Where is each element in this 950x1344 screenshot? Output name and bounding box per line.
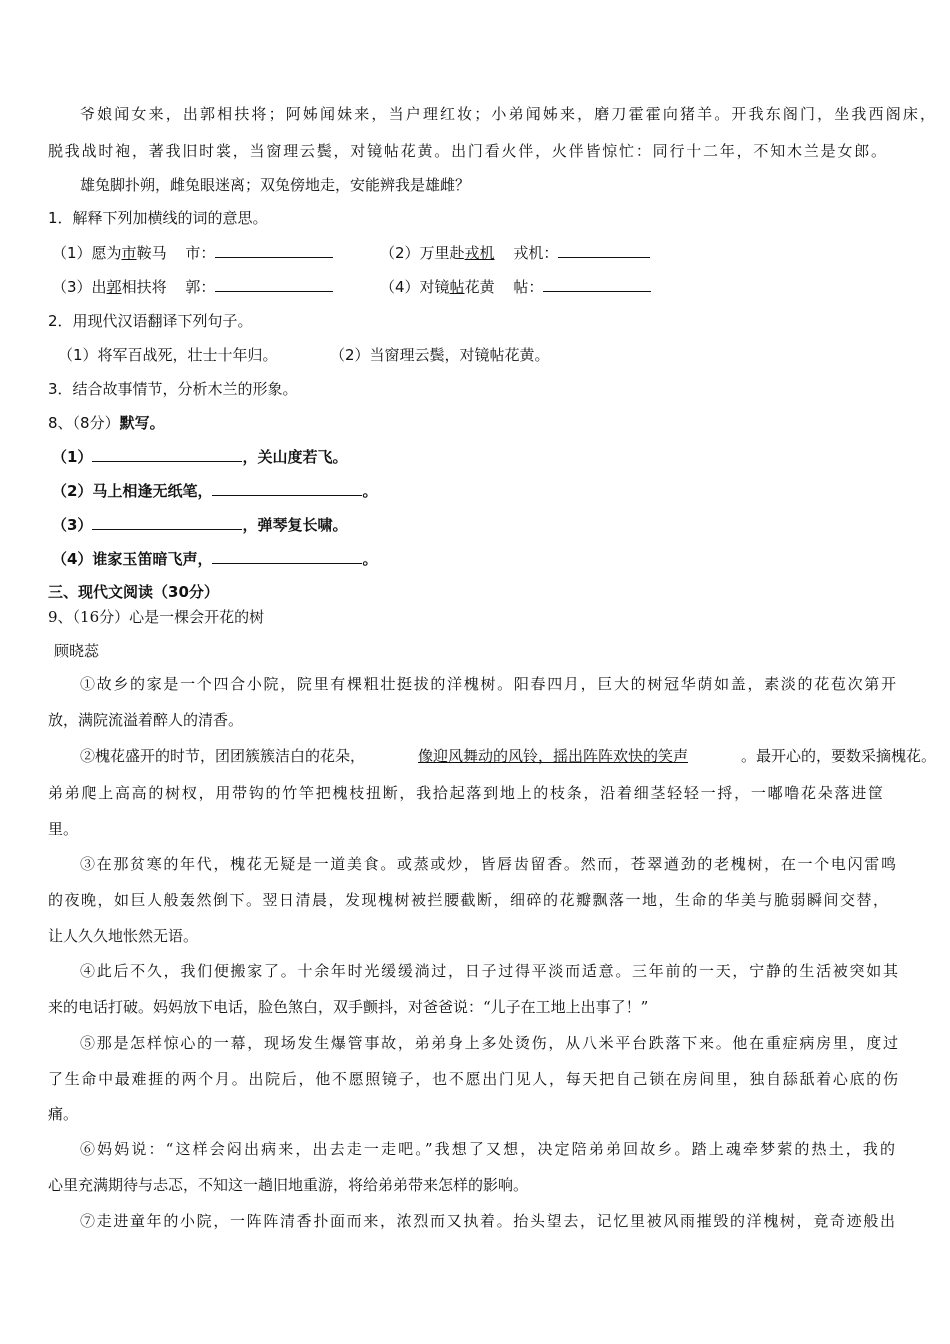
underlined-word: 戎机 <box>464 244 495 262</box>
paragraph-5-line-1: ⑤那是怎样惊心的一幕，现场发生爆管事故，弟弟身上多处烫伤，从八米平台跌落下来。他在重症病房里，度过 <box>80 1034 898 1052</box>
paragraph-3-line-3: 让人久久地怅然无语。 <box>48 927 199 945</box>
q1-item-4: （4）对镜帖花黄 帖： <box>380 276 651 297</box>
paragraph-4-line-2: 来的电话打破。妈妈放下电话，脸色煞白，双手颤抖，对爸爸说：“儿子在工地上出事了！” <box>48 998 649 1016</box>
poem-line-3: 雄兔脚扑朔，雌兔眼迷离；双兔傍地走，安能辨我是雄雌？ <box>80 176 471 194</box>
q8-line-1: （1） ，关山度若飞。 <box>52 448 348 466</box>
answer-blank[interactable] <box>92 515 242 530</box>
q2-sentence-2: （2）当窗理云鬓，对镜帖花黄。 <box>330 346 550 364</box>
q9-title: 9、（16分）心是一棵会开花的树 <box>48 608 265 626</box>
paragraph-7-line-1: ⑦走进童年的小院，一阵阵清香扑面而来，浓烈而又执着。抬头望去，记忆里被风雨摧毁的洋槐树，竟奇迹般出 <box>80 1212 895 1230</box>
paragraph-3-line-2: 的夜晚，如巨人般轰然倒下。翌日清晨，发现槐树被拦腰截断，细碎的花瓣飘落一地，生命的华美与脆弱瞬间交替， <box>48 891 888 909</box>
paragraph-2-line-2: 弟弟爬上高高的树杈，用带钩的竹竿把槐枝扭断，我拾起落到地上的枝条，沿着细茎轻轻一捋，一嘟噜花朵落进筐 <box>48 784 883 802</box>
author-name: 顾晓蕊 <box>54 642 100 660</box>
paragraph-6-line-2: 心里充满期待与忐忑，不知这一趟旧地重游，将给弟弟带来怎样的影响。 <box>48 1176 529 1194</box>
paragraph-2-line-1: ②槐花盛开的时节，团团簇簇洁白的花朵， 像迎风舞动的风铃，摇出阵阵欢快的笑声 。最开心的，要数采摘槐花。 <box>80 747 936 765</box>
section-3-title: 三、现代文阅读（30分） <box>48 583 219 601</box>
answer-blank[interactable] <box>558 243 650 258</box>
poem-line-2: 脱我战时袍，著我旧时裳，当窗理云鬓，对镜帖花黄。出门看火伴，火伴皆惊忙：同行十二年，不知木兰是女郎。 <box>48 142 886 160</box>
paragraph-6-line-1: ⑥妈妈说：“这样会闷出病来，出去走一走吧。”我想了又想，决定陪弟弟回故乡。踏上魂牵梦萦的热土，我的 <box>80 1140 895 1158</box>
answer-blank[interactable] <box>212 481 362 496</box>
poem-line-1: 爷娘闻女来，出郭相扶将；阿姊闻妹来，当户理红妆；小弟闻姊来，磨刀霍霍向猪羊。开我东阁门，坐我西阁床， <box>80 105 935 123</box>
q8-line-3: （3） ，弹琴复长啸。 <box>52 516 348 534</box>
answer-blank[interactable] <box>215 277 333 292</box>
paragraph-3-line-1: ③在那贫寒的年代，槐花无疑是一道美食。或蒸或炒，皆唇齿留香。然而，苍翠遒劲的老槐树，在一个电闪雷鸣 <box>80 855 896 873</box>
q2-sentence-1: （1）将军百战死，壮士十年归。 <box>58 346 278 364</box>
underlined-word: 郭 <box>106 278 122 296</box>
underlined-word: 市 <box>121 244 137 262</box>
q1-title: 1．解释下列加横线的词的意思。 <box>48 209 268 227</box>
q8-title: 8、（8分）默写。 <box>48 414 165 432</box>
paragraph-4-line-1: ④此后不久，我们便搬家了。十余年时光缓缓淌过，日子过得平淡而适意。三年前的一天，宁静的生活被突如其 <box>80 962 898 980</box>
paragraph-1-line-1: ①故乡的家是一个四合小院，院里有棵粗壮挺拔的洋槐树。阳春四月，巨大的树冠华荫如盖，素淡的花苞次第开 <box>80 675 896 693</box>
underlined-word: 帖 <box>449 278 465 296</box>
q1-item-1: （1）愿为市鞍马 市： <box>52 242 333 263</box>
q8-line-2: （2）马上相逢无纸笔， 。 <box>52 482 378 500</box>
q1-item-3: （3）出郭相扶将 郭： <box>52 276 333 297</box>
answer-blank[interactable] <box>543 277 651 292</box>
paragraph-5-line-3: 痛。 <box>48 1105 79 1123</box>
q2-title: 2．用现代汉语翻译下列句子。 <box>48 312 253 330</box>
q3-title: 3．结合故事情节，分析木兰的形象。 <box>48 380 298 398</box>
q8-line-4: （4）谁家玉笛暗飞声， 。 <box>52 550 378 568</box>
underlined-phrase: 像迎风舞动的风铃，摇出阵阵欢快的笑声 <box>417 747 688 765</box>
q1-item-2: （2）万里赴戎机 戎机： <box>380 242 650 263</box>
answer-blank[interactable] <box>212 549 362 564</box>
answer-blank[interactable] <box>92 447 242 462</box>
paragraph-5-line-2: 了生命中最难捱的两个月。出院后，他不愿照镜子，也不愿出门见人，每天把自己锁在房间里，独自舔舐着心底的伤 <box>48 1070 898 1088</box>
answer-blank[interactable] <box>215 243 333 258</box>
paragraph-1-line-2: 放，满院流溢着醉人的清香。 <box>48 711 244 729</box>
paragraph-2-line-3: 里。 <box>48 820 79 838</box>
